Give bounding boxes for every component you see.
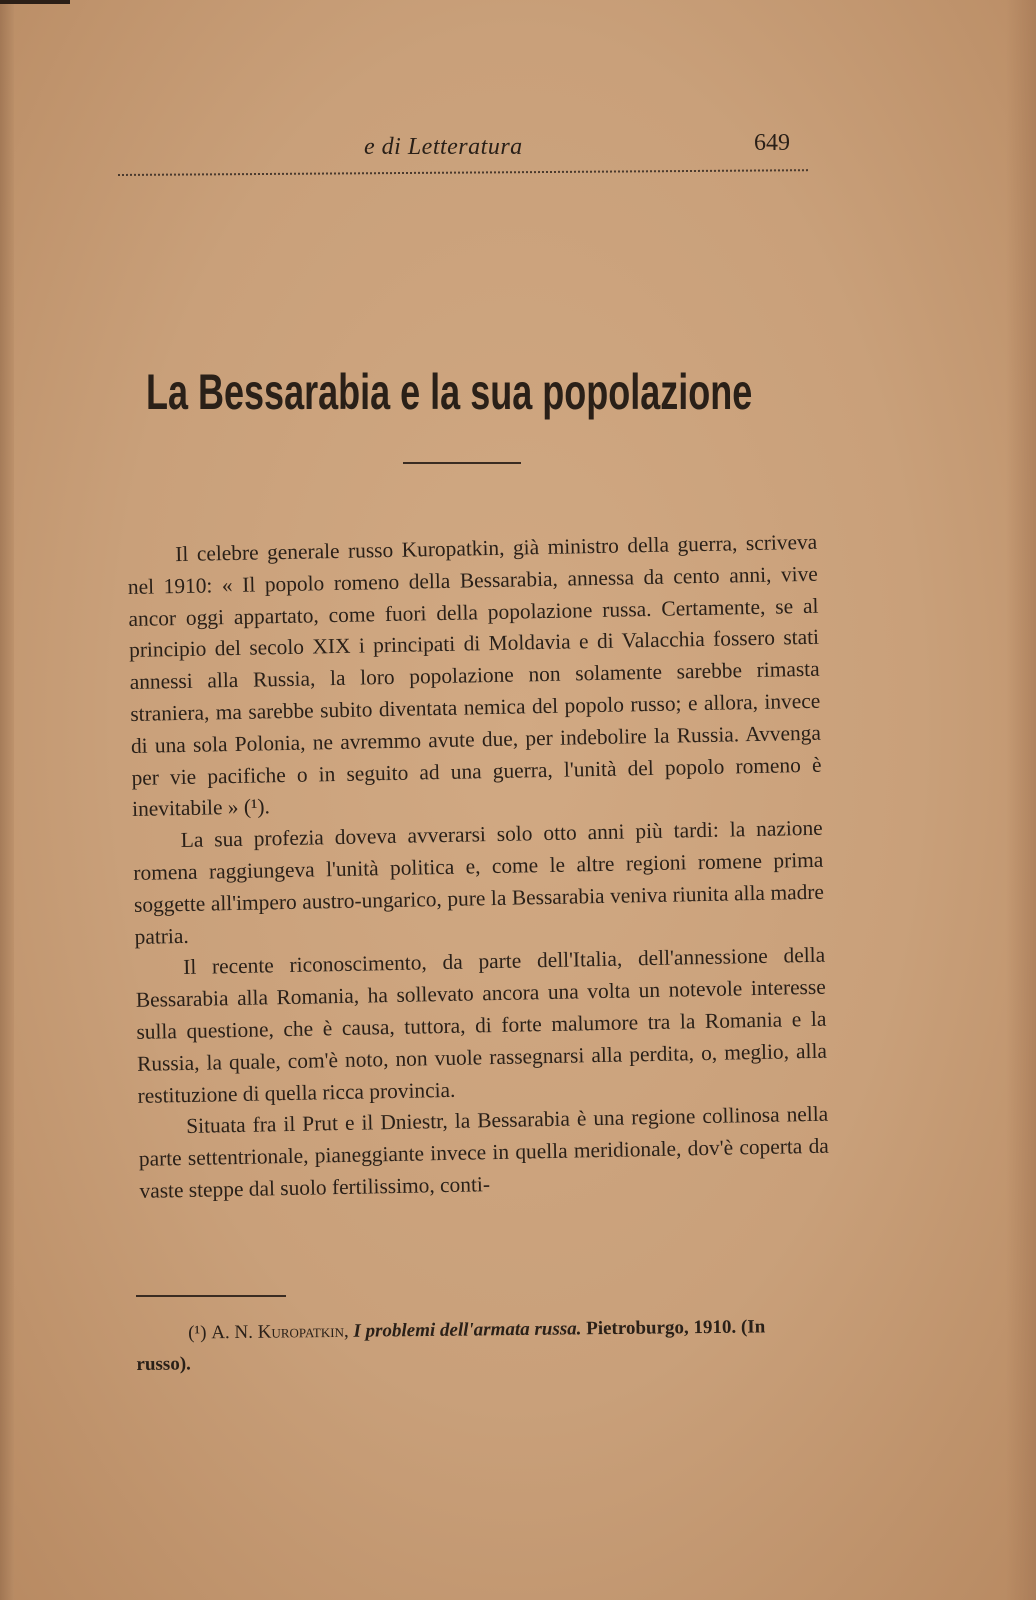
footnote-marker: (¹)	[188, 1322, 207, 1344]
paragraph-4: Situata fra il Prut e il Dniestr, la Bessarabia è una regione collinosa nella parte settentrionale, pianeggiante invece in quella meridionale, dov'è coperta da vaste steppe dal suolo fertilissimo, conti-	[138, 1101, 829, 1203]
page-left-edge	[0, 0, 14, 1600]
footnote-work: I problemi dell'armata russa.	[353, 1318, 582, 1342]
paragraph-2: La sua profezia doveva avverarsi solo otto anni più tardi: la nazione romena raggiungeva l'unità politica e, come le altre regioni romene prima soggette all'impero austro-ungarico, pure la Bessarabia veniva riunita alla madre patria.	[133, 815, 825, 949]
paragraph-1: Il celebre generale russo Kuropatkin, già ministro della guerra, scriveva nel 1910: « Il popolo romeno della Bessarabia, annessa da cento anni, vive ancor oggi appartato, come fuori della popolazione russa. Certamente, se al principio del secolo XIX i principati di Moldavia e di Valacchia fossero stati annessi alla Russia, la loro popolazione non solamente sarebbe rimasta straniera, ma sarebbe subito diventata nemica del popolo russo; e allora, invece di una sola Polonia, ne avremmo avute due, per indebolire la Russia. Avvenga per vie pacifiche o in seguito ad una guerra, l'unità del popolo romeno è inevitabile » (¹).	[127, 529, 822, 822]
page-right-edge	[1006, 0, 1036, 1600]
top-edge-mark	[0, 0, 70, 4]
paragraph-3: Il recente riconoscimento, da parte dell'Italia, dell'annessione della Bessarabia alla Romania, ha sollevato ancora una volta un notevole interesse sulla questione, che è causa, tuttora, di forte malumore tra la Romania e la Russia, la quale, com'è noto, non vuole rassegnarsi alla perdita, o, meglio, alla restituzione di quella ricca provincia.	[135, 943, 828, 1108]
footnote-publication: Pietroburgo, 1910. (In russo).	[136, 1316, 766, 1375]
article-body	[127, 527, 830, 1208]
page-number: 649	[754, 130, 790, 156]
article-title: La Bessarabia e la sua popolazione	[146, 364, 753, 420]
header-dotted-rule	[118, 169, 808, 176]
footnote-author: A. N. Kuropatkin,	[211, 1320, 349, 1344]
running-head: e di Letteratura	[364, 134, 523, 160]
page-header	[118, 130, 810, 180]
title-rule	[403, 462, 521, 464]
footnote-rule	[136, 1295, 286, 1297]
footnote	[136, 1311, 817, 1380]
